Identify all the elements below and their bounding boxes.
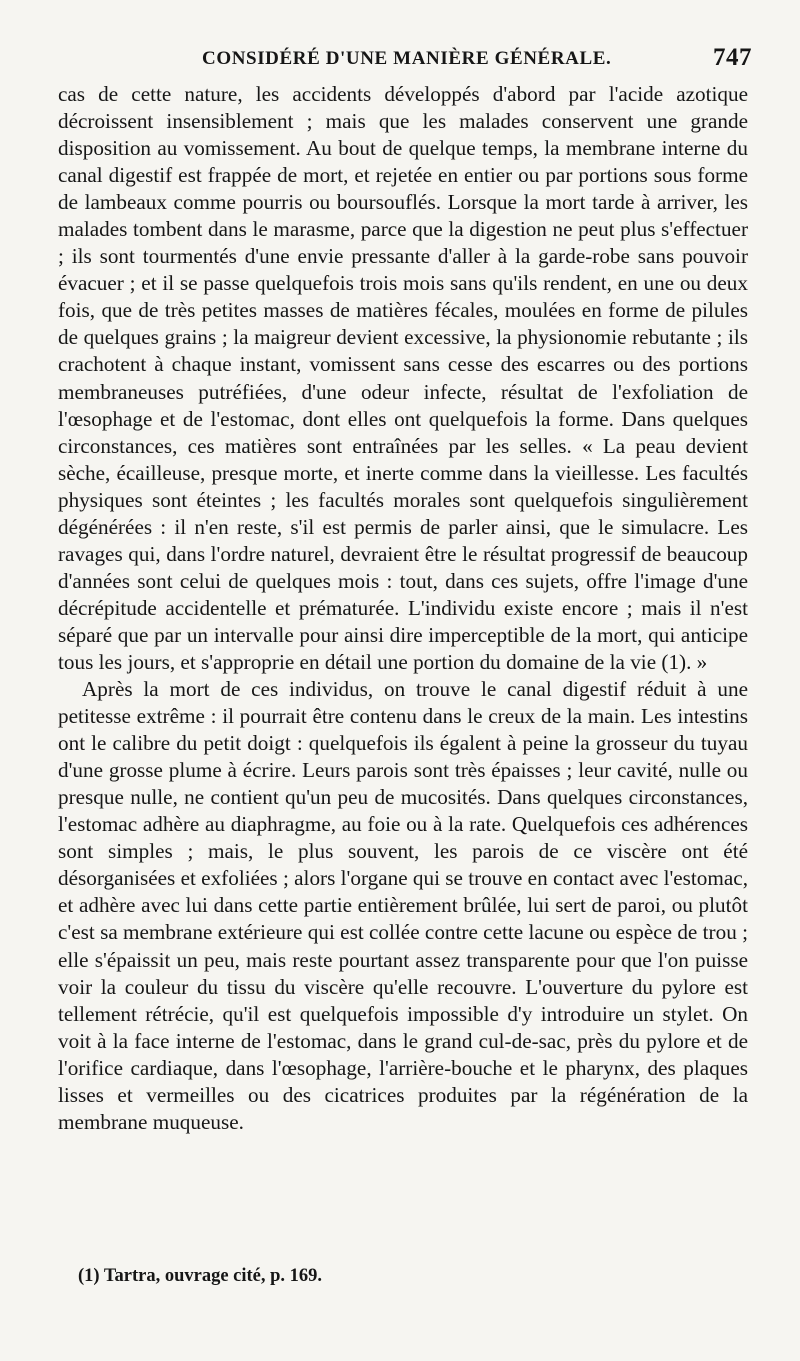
running-head [60, 44, 752, 76]
paragraph-autopsy: Après la mort de ces individus, on trouve le canal digestif réduit à une petitesse extrême : il pourrait être contenu dans le creux de la main. Les intestins ont le calibre du petit doigt : quelquefois ils égalent à peine la grosseur du tuyau d'une grosse plume à écrire. Leurs parois sont très épaisses ; leur cavité, nulle ou presque nulle, ne contient qu'un peu de mucosités. Dans quelques circonstances, l'estomac adhère au diaphragme, au foie ou à la rate. Quelquefois ces adhérences sont simples ; mais, le plus souvent, les parois de ce viscère ont été désorganisées et exfoliées ; alors l'organe qui se trouve en contact avec l'estomac, et adhère avec lui dans cette partie entièrement brûlée, lui sert de paroi, ou plutôt c'est sa membrane extérieure qui est collée contre cette lacune ou espèce de trou ; elle s'épaissit un peu, mais reste pourtant assez transparente pour que l'on puisse voir la couleur du tissu du viscère qu'elle recouvre. L'ouverture du pylore est tellement rétrécie, qu'il est quelquefois impossible d'y introduire un stylet. On voit à la face interne de l'estomac, dans le grand cul-de-sac, près du pylore et de l'orifice cardiaque, dans l'œsophage, l'arrière-bouche et le pharynx, des plaques lisses et vermeilles ou des cicatrices produites par la régénération de la membrane muqueuse. [58, 677, 748, 1134]
page-number: 747 [713, 44, 752, 71]
footnote: (1) Tartra, ouvrage cité, p. 169. [78, 1266, 323, 1286]
paragraph-continued: cas de cette nature, les accidents développés d'abord par l'acide azotique décroissent insensiblement ; mais que les malades conservent une grande disposition au vomissement. Au bout de quelque temps, la membrane interne du canal digestif est frappée de mort, et rejetée en entier ou par portions sous forme de lambeaux comme pourris ou boursouflés. Lorsque la mort tarde à arriver, les malades tombent dans le marasme, parce que la digestion ne peut plus s'effectuer ; ils sont tourmentés d'une envie pressante d'aller à la garde-robe sans pouvoir évacuer ; et il se passe quelquefois trois mois sans qu'ils rendent, en une ou deux fois, que de très petites masses de matières fécales, moulées en forme de pilules de quelques grains ; la maigreur devient excessive, la physionomie rebutante ; ils crachotent à chaque instant, vomissent sans cesse des escarres ou des portions membraneuses putréfiées, d'une odeur infecte, résultat de l'exfoliation de l'œsophage et de l'estomac, dont elles ont quelquefois la forme. Dans quelques circonstances, ces matières sont entraînées par les selles. « La peau devient sèche, écailleuse, presque morte, et inerte comme dans la vieillesse. Les facultés physiques sont éteintes ; les facultés morales sont quelquefois singulièrement dégénérées : il n'en reste, s'il est permis de parler ainsi, que le simulacre. Les ravages qui, dans l'ordre naturel, devraient être le résultat progressif de beaucoup d'années sont celui de quelques mois : tout, dans ces sujets, offre l'image d'une décrépitude accidentelle et prématurée. L'individu existe encore ; mais il n'est séparé que par un intervalle pour ainsi dire imperceptible de la mort, qui anticipe tous les jours, et s'approprie en détail une portion du domaine de la vie (1). » [58, 82, 748, 674]
running-head-title: CONSIDÉRÉ D'UNE MANIÈRE GÉNÉRALE. [202, 48, 612, 69]
body-text [58, 81, 748, 1136]
